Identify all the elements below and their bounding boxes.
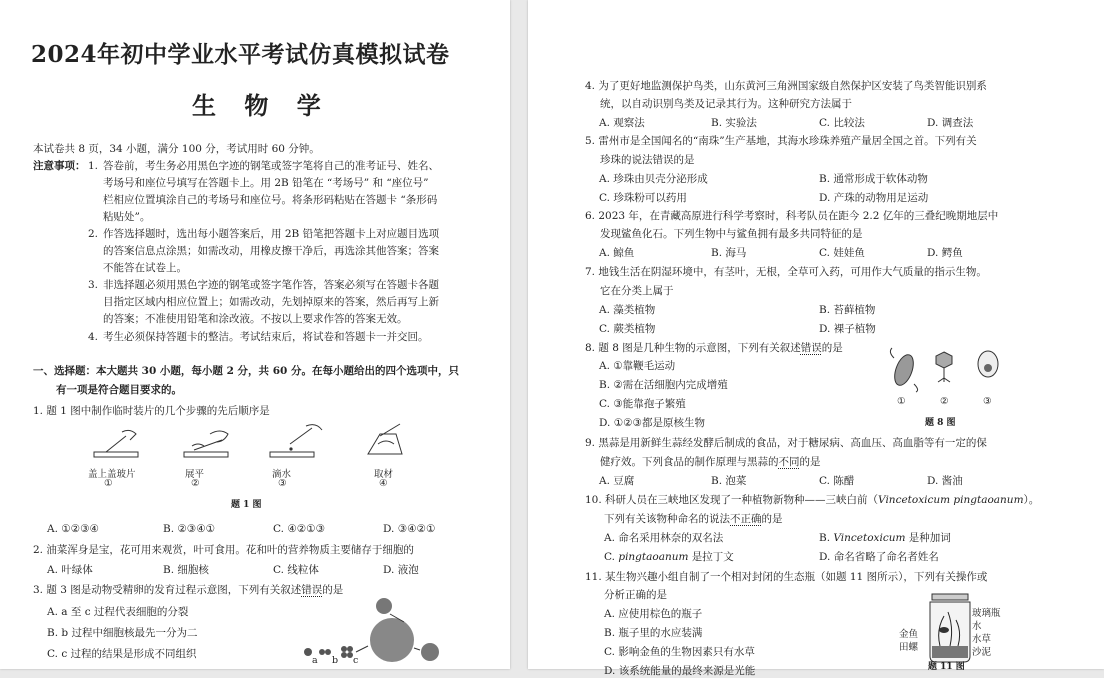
question-9-stem-text: 健疗效。下列食品的制作原理与黑蒜的 [600,456,779,468]
question-6-stem-line-1: 6. 2023 年，在青藏高原进行科学考察时，科考队员在距今 2.2 亿年的三叠纪晚期地层中 [585,210,999,222]
question-2-stem: 2. 油菜浑身是宝，花可用来观赏，叶可食用。花和叶的营养物质主要储存于细胞的 [33,544,414,556]
question-4-option-d[interactable]: D. 调查法 [927,117,974,129]
question-3-option-a[interactable]: A. a 至 c 过程代表细胞的分裂 [47,606,189,618]
question-4-stem-line-1: 4. 为了更好地监测保护鸟类，山东黄河三角洲国家级自然保护区安装了鸟类智能识别系 [585,80,987,92]
question-7-option-c[interactable]: C. 蕨类植物 [599,323,656,335]
question-10-stem-text: 10. 科研人员在三峡地区发现了一种植物新物种——三峡白前（ [585,494,879,506]
question-10-emphasis: 不正确 [730,513,762,525]
step-2-label: 展平 [185,469,205,480]
question-11-option-b[interactable]: B. 瓶子里的水应装满 [604,627,703,639]
species-scientific-name: Vincetoxicum pingtaoanum [878,494,1024,506]
step-2-num: ② [191,478,200,489]
option-b-suffix: 是种加词 [905,532,951,544]
figure-1-caption: 题 1 图 [231,500,262,510]
step-4-num: ④ [379,478,388,489]
question-5-option-a[interactable]: A. 珍珠由贝壳分泌形成 [599,173,708,185]
question-11-stem-line-1: 11. 某生物兴趣小组自制了一个相对封闭的生态瓶（如题 11 图所示），下列有关操作或 [585,571,988,583]
question-8-stem-text: 8. 题 8 图是几种生物的示意图，下列有关叙述 [585,342,801,354]
option-b-italic: Vincetoxicum [833,532,906,544]
question-7-option-a[interactable]: A. 藻类植物 [599,304,656,316]
question-4-stem-line-2: 统，以自动识别鸟类及记录其行为。这种研究方法属于 [600,98,852,110]
step-1-label: 盖上盖玻片 [88,469,136,480]
question-7-option-b[interactable]: B. 苔藓植物 [819,304,876,316]
fig11-label-sand: 沙泥 [972,647,992,658]
question-9-stem-line-1: 9. 黑蒜是用新鲜生蒜经发酵后制成的食品，对于糖尿病、高血压、高血脂等有一定的保 [585,437,987,449]
question-2-option-d[interactable]: D. 液泡 [383,564,419,576]
note-2-line: 的答案信息点涂黑；如需改动，用橡皮擦干净后，再选涂其他答案；答案 [103,245,439,257]
question-7-stem-line-2: 它在分类上属于 [600,285,674,297]
question-10-option-c[interactable] [604,550,734,564]
question-2-option-a[interactable]: A. 叶绿体 [47,564,93,576]
question-10-stem-end: ）。 [1023,494,1040,506]
option-c-prefix: C. [604,551,619,563]
question-2-option-b[interactable]: B. 细胞核 [163,564,209,576]
figure-8-caption: 题 8 图 [925,418,956,428]
note-2-line: 不能答在试卷上。 [103,262,187,274]
question-1-stem: 1. 题 1 图中制作临时装片的几个步骤的先后顺序是 [33,405,270,417]
virus-illustration [936,352,952,382]
question-9-option-a[interactable]: A. 豆腐 [599,475,635,487]
question-10-option-d[interactable]: D. 命名省略了命名者姓名 [819,551,939,563]
question-5-option-b[interactable]: B. 通常形成于软体动物 [819,173,928,185]
question-9-option-c[interactable]: C. 陈醋 [819,475,855,487]
question-8-option-a[interactable]: A. ①靠鞭毛运动 [599,360,676,372]
question-1-option-a[interactable]: A. ①②③④ [47,523,99,535]
question-6-option-c[interactable]: C. 娃娃鱼 [819,247,865,259]
question-5-stem-line-2: 珍珠的说法错误的是 [600,154,695,166]
bacterium-illustration [890,348,917,392]
step-4-label: 取材 [374,469,394,480]
fig3-label-b: b [332,655,339,666]
fig11-label-bottle: 玻璃瓶 [972,608,1001,619]
question-9-option-b[interactable]: B. 泡菜 [711,475,747,487]
question-5-stem-line-1: 5. 雷州市是全国闻名的“南珠”生产基地，其海水珍珠养殖产量居全国之首。下列有关 [585,135,977,147]
note-3-line: 目指定区域内相应位置上；如需改动，先划掉原来的答案，然后再写上新 [103,296,439,308]
question-5-option-d[interactable]: D. 产珠的动物用足运动 [819,192,929,204]
question-6-option-d[interactable]: D. 鳄鱼 [927,247,963,259]
fig11-label-goldfish: 金鱼 [899,629,919,640]
question-8-stem-end: 的是 [821,342,843,354]
question-2-option-c[interactable]: C. 线粒体 [273,564,319,576]
fig8-num-3: ③ [983,396,992,407]
question-6-option-a[interactable]: A. 鲸鱼 [599,247,635,259]
note-1-line: 粘贴处”。 [103,211,151,223]
step-3-num: ③ [278,478,287,489]
question-3-stem [33,583,343,597]
note-1-line: 答卷前，考生务必用黑色字迹的钢笔或签字笔将自己的准考证号、姓名、 [103,160,439,172]
question-9-emphasis: 不同 [778,456,800,468]
exam-intro: 本试卷共 8 页，34 小题，满分 100 分，考试用时 60 分钟。 [33,143,320,155]
question-8-option-b[interactable]: B. ②需在活细胞内完成增殖 [599,379,728,391]
note-1-line: 栏相应位置填涂自己的考场号和座位号。将条形码粘贴在答题卡 “条形码 [103,194,438,206]
fig11-label-water: 水 [972,621,982,632]
option-c-suffix: 是拉丁文 [688,551,734,563]
fig11-label-snail: 田螺 [899,642,919,653]
note-4-num: 4. [88,331,99,343]
notes-label: 注意事项： [33,160,86,172]
question-7-stem-line-1: 7. 地钱生活在阴湿环境中，有茎叶，无根，全草可入药，可用作大气质量的指示生物。 [585,266,987,278]
drop-water-step-illustration [270,425,322,457]
note-3-num: 3. [88,279,99,291]
question-3-stem-text: 3. 题 3 图是动物受精卵的发育过程示意图，下列有关叙述 [33,584,302,596]
exam-title: 2024年初中学业水平考试仿真模拟试卷 [31,41,450,68]
figure-11-caption: 题 11 图 [928,662,965,672]
section-title: 一、选择题：本大题共 30 小题，每小题 2 分，共 60 分。在每小题给出的四个选项中，只 [33,365,459,377]
question-10-stem-line-1 [585,493,1039,507]
question-3-option-c[interactable]: C. c 过程的结果是形成不同组织 [47,648,197,660]
question-1-option-d[interactable]: D. ③④②① [383,523,436,535]
step-1-num: ① [104,478,113,489]
question-1-option-c[interactable]: C. ④②①③ [273,523,325,535]
question-4-option-a[interactable]: A. 观察法 [599,117,645,129]
page-right [528,0,1104,677]
question-6-option-b[interactable]: B. 海马 [711,247,747,259]
subject-title: 生 物 学 [192,91,331,120]
note-4-line: 考生必须保持答题卡的整洁。考试结束后，将试卷和答题卡一并交回。 [103,331,429,343]
question-8-option-d[interactable]: D. ①②③都是原核生物 [599,417,705,429]
option-b-prefix: B. [819,532,834,544]
question-10-option-a[interactable]: A. 命名采用林奈的双名法 [604,532,724,544]
step-3-label: 滴水 [272,469,292,480]
note-1-num: 1. [88,160,99,172]
note-2-num: 2. [88,228,99,240]
question-11-option-d[interactable]: D. 该系统能量的最终来源是光能 [604,665,756,677]
option-c-italic: pingtaoanum [618,551,689,563]
question-9-stem-end: 的是 [799,456,821,468]
question-8-option-c[interactable]: C. ③能靠孢子繁殖 [599,398,686,410]
question-6-stem-line-2: 发现鲨鱼化石。下列生物中与鲨鱼拥有最多共同特征的是 [600,228,863,240]
question-11-stem-line-2: 分析正确的是 [604,589,667,601]
question-10-stem-line-2 [604,512,783,526]
note-3-line: 的答案；不准使用铅笔和涂改液。不按以上要求作答的答案无效。 [103,313,408,325]
question-8-figure [888,348,1008,392]
question-10-stem-text-2: 下列有关该物种命名的说法 [604,513,730,525]
question-3-option-b[interactable]: B. b 过程中细胞核最先一分为二 [47,627,198,639]
note-1-line: 考场号和座位号填写在答题卡上。用 2B 铅笔在 “考场号” 和 “座位号” [103,177,429,189]
yeast-illustration [978,351,998,377]
note-2-line: 作答选择题时，选出每小题答案后，用 2B 铅笔把答题卡上对应题目选项 [103,228,440,240]
fig3-label-a: a [312,655,318,666]
question-3-figure [300,600,480,670]
coverslip-step-illustration [94,430,138,457]
fig11-label-plant: 水草 [972,634,992,645]
question-10-option-b[interactable] [819,531,951,545]
question-7-option-d[interactable]: D. 裸子植物 [819,323,876,335]
take-material-step-illustration [368,424,402,454]
question-9-option-d[interactable]: D. 酱油 [927,475,963,487]
flatten-step-illustration [184,431,228,457]
question-11-option-c[interactable]: C. 影响金鱼的生物因素只有水草 [604,646,755,658]
question-8-emphasis: 错误 [800,342,822,354]
fig8-num-2: ② [940,396,949,407]
fig8-num-1: ① [897,396,906,407]
question-1-option-b[interactable]: B. ②③④① [163,523,216,535]
question-3-emphasis: 错误 [301,584,323,596]
question-3-stem-end: 的是 [322,584,344,596]
question-4-option-c[interactable]: C. 比较法 [819,117,865,129]
page-left [0,0,510,669]
question-11-option-a[interactable]: A. 应使用棕色的瓶子 [604,608,703,620]
question-9-stem-line-2 [600,455,821,469]
question-8-stem [585,341,843,355]
question-4-option-b[interactable]: B. 实验法 [711,117,757,129]
question-10-stem-end-2: 的是 [761,513,783,525]
fig3-label-c: c [353,655,359,666]
question-5-option-c[interactable]: C. 珍珠粉可以药用 [599,192,687,204]
note-3-line: 非选择题必须用黑色字迹的钢笔或签字笔作答，答案必须写在答题卡各题 [103,279,439,291]
section-title-cont: 有一项是符合题目要求的。 [56,384,182,396]
